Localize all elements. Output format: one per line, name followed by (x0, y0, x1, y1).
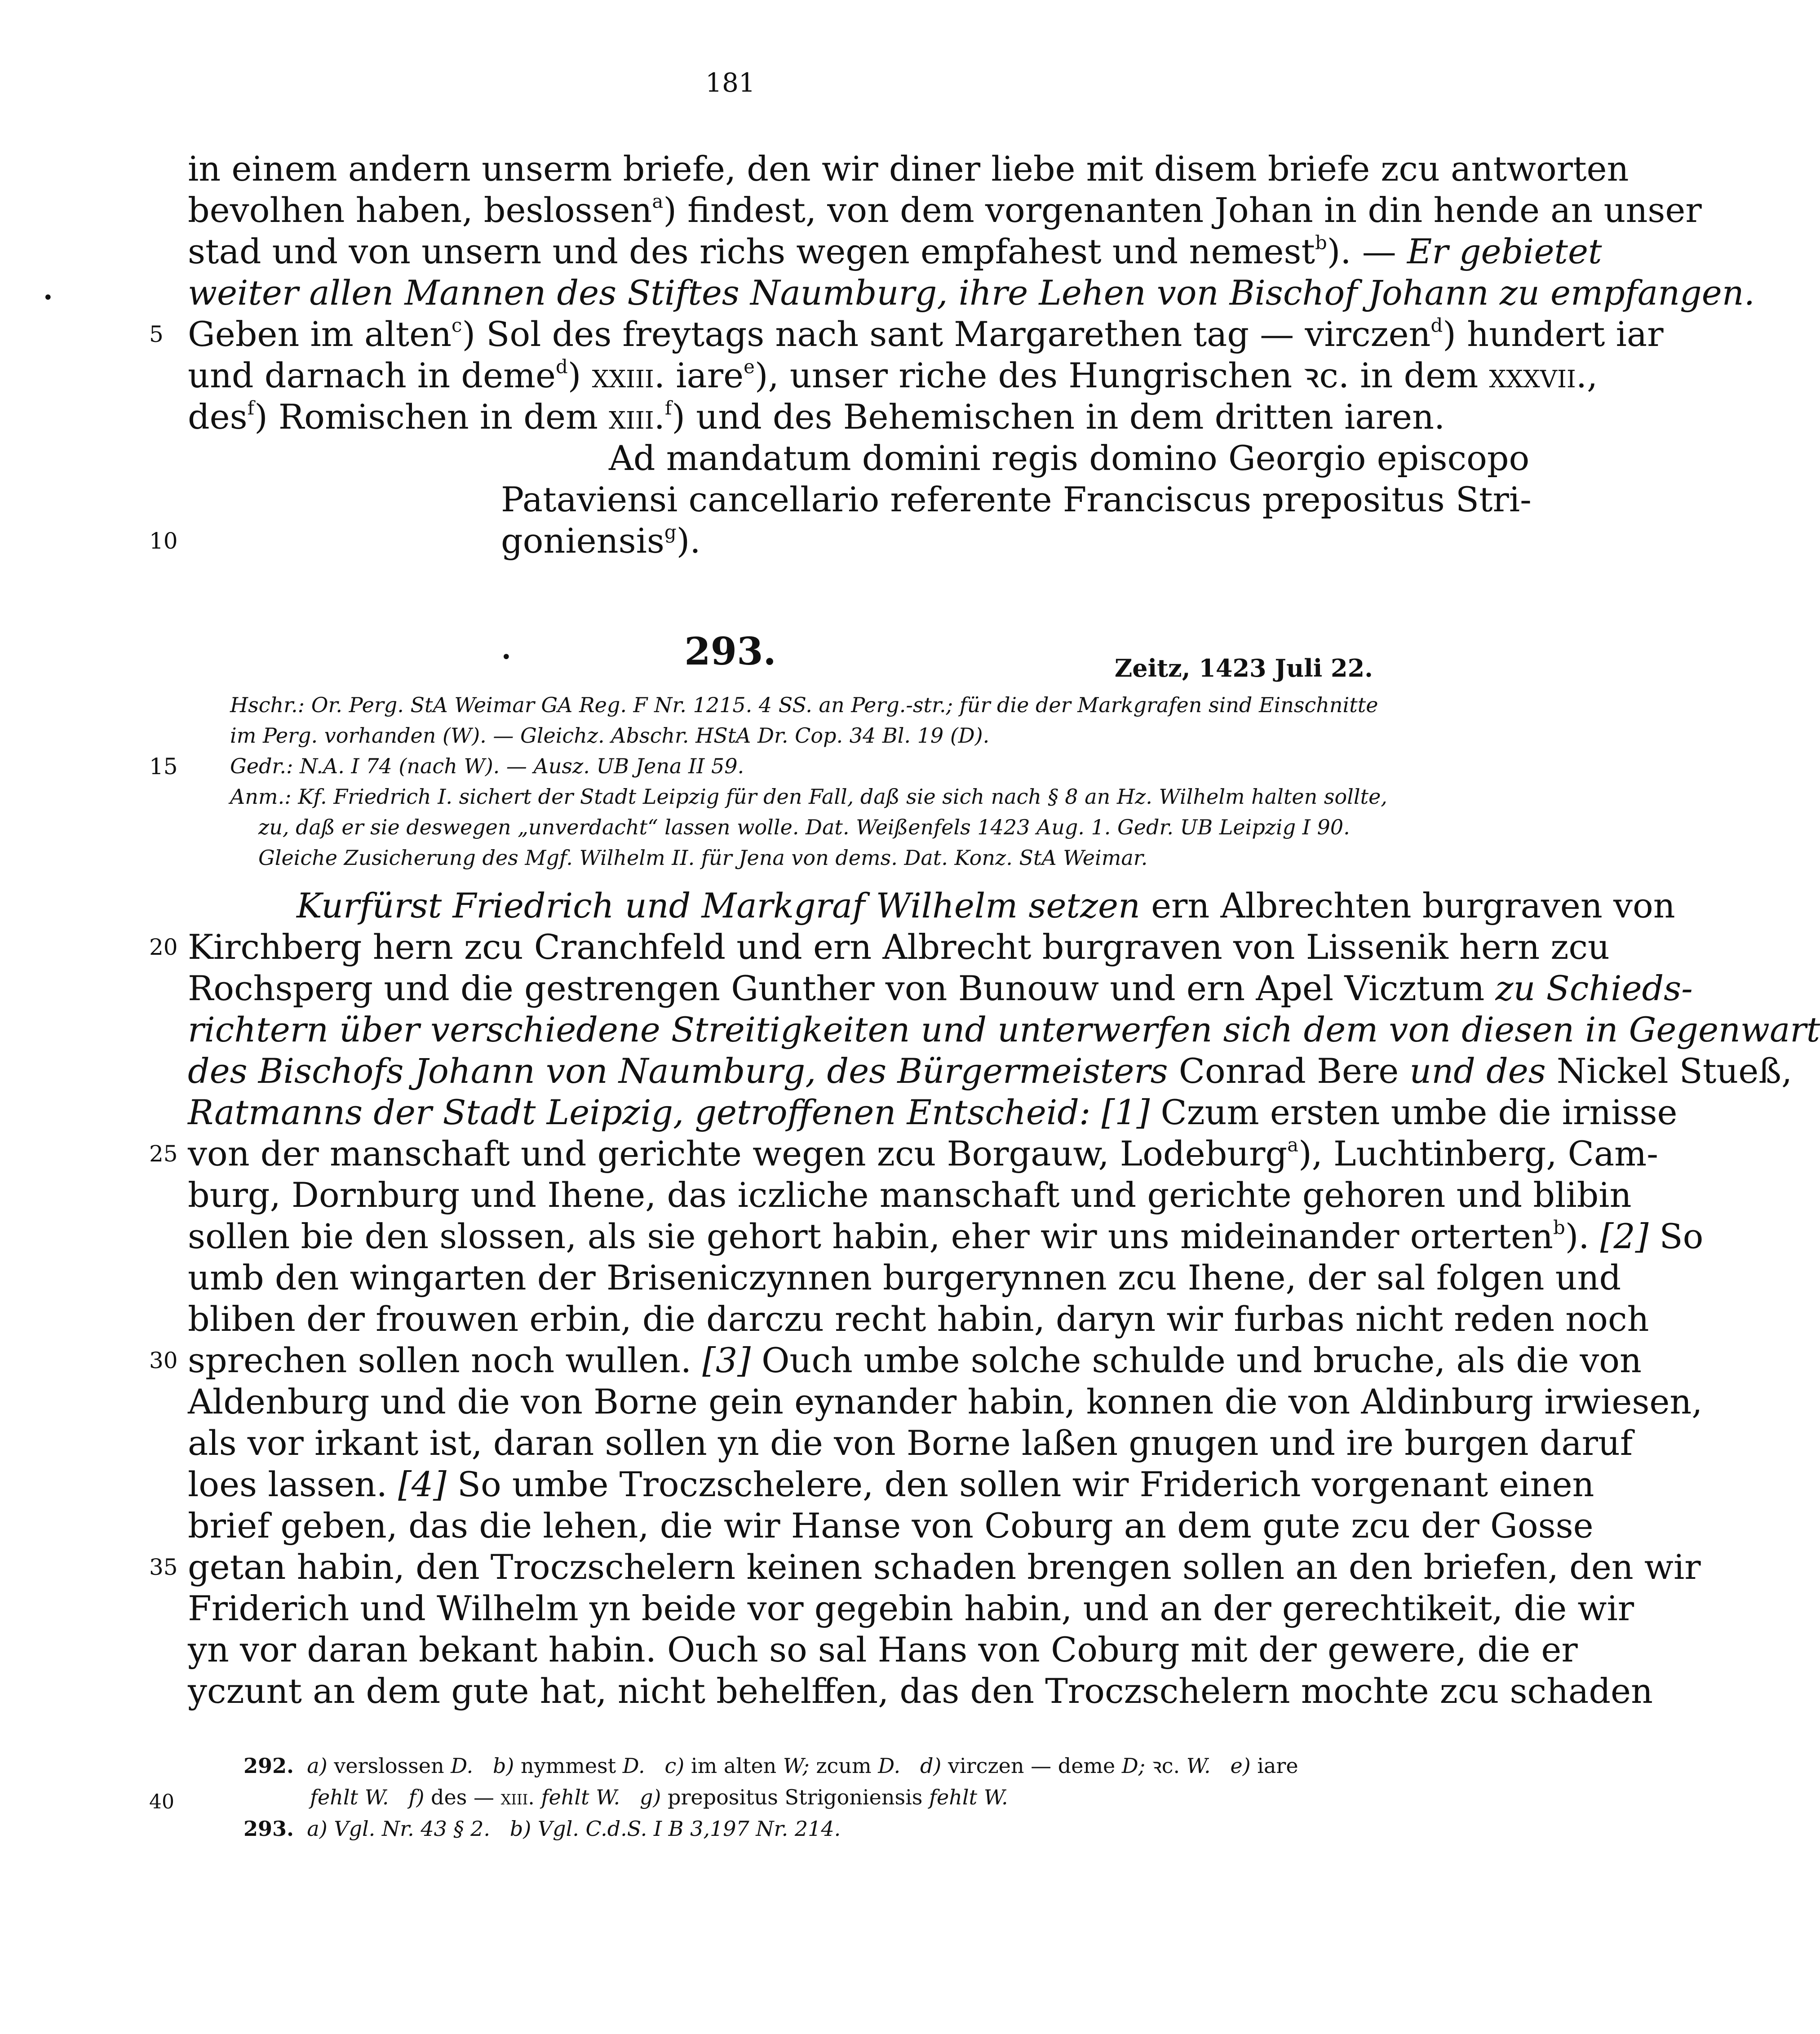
footnote-line: 293. a) Vgl. Nr. 43 § 2. b) Vgl. C.d.S. I B 3,197 Nr. 214. (244, 1817, 841, 1841)
text-line: des Bischofs Johann von Naumburg, des Bürgermeisters Conrad Bere und des Nickel Stueß, (188, 1051, 1793, 1091)
page-number: 181 (705, 67, 755, 98)
text-line: weiter allen Mannen des Stiftes Naumburg, ihre Lehen von Bischof Johann zu empfangen. (188, 273, 1755, 313)
line-number: 35 (149, 1554, 178, 1580)
text-span: und darnach in deme (188, 355, 556, 395)
footnote-number: 292. (244, 1754, 294, 1778)
footnote-ref: d (1430, 314, 1443, 337)
footnote-ref: f (664, 397, 672, 419)
footnote-line: 292. a) verslossen D. b) nymmest D. c) im alten W; zcum D. d) virczen — deme D; ꝛc. W. e) iare (244, 1754, 1298, 1778)
line-number: 30 (149, 1347, 178, 1374)
document-number: 293. (684, 629, 776, 674)
text-line: Friderich und Wilhelm yn beide vor gegebin habin, und an der gerechtikeit, die wir (188, 1588, 1634, 1628)
footnote-line: fehlt W. f) des — xiii. fehlt W. g) prepositus Strigoniensis fehlt W. (310, 1785, 1008, 1809)
footnote-ref: a (652, 190, 664, 213)
footnote-ref: f (247, 397, 255, 419)
text-line: loes lassen. [4] So umbe Troczschelere, den sollen wir Friderich vorgenant einen (188, 1464, 1594, 1504)
text-line: des$^f$) Romischen in dem xiii.$^f$) und des Behemischen in dem dritten iaren. (188, 397, 1445, 437)
apparatus-line: Gedr.: N.A. I 74 (nach W). — Ausz. UB Jena II 59. (230, 754, 744, 778)
text-line: von der manschaft und gerichte wegen zcu Borgauw, Lodeburg$^a$), Luchtinberg, Cam- (188, 1134, 1658, 1174)
footnote-ref: b (1315, 231, 1327, 254)
footnote-ref: d (556, 355, 568, 378)
text-span: des (188, 397, 248, 437)
text-span: goniensis (501, 521, 664, 561)
text-line: als vor irkant ist, daran sollen yn die von Borne laßen gnugen und ire burgen daruf (188, 1423, 1633, 1463)
footnote-ref: e (744, 355, 755, 378)
footnote-ref: b (1553, 1216, 1565, 1239)
apparatus-line: im Perg. vorhanden (W). — Gleichz. Abschr. HStA Dr. Cop. 34 Bl. 19 (D). (230, 723, 990, 748)
document-dateline: Zeitz, 1423 Juli 22. (1114, 654, 1373, 682)
text-line: sollen bie den slossen, als sie gehort habin, eher wir uns mideinander orterten$^b$). [2] So (188, 1216, 1704, 1256)
footnote-ref: c (452, 314, 462, 337)
margin-dot: • (43, 288, 53, 308)
line-number: 15 (149, 753, 178, 780)
text-line: sprechen sollen noch wullen. [3] Ouch umbe solche schulde und bruche, als die von (188, 1340, 1642, 1380)
text-span: sprechen sollen noch wullen. (188, 1340, 692, 1380)
text-line: Rochsperg und die gestrengen Gunther von Bunouw und ern Apel Vicztum zu Schieds- (188, 968, 1693, 1008)
text-line: Aldenburg und die von Borne gein eynander habin, konnen die von Aldinburg irwiesen, (188, 1382, 1703, 1422)
text-line: Geben im alten$^c$) Sol des freytags nach sant Margarethen tag — virczen$^d$) hundert iar (188, 314, 1664, 354)
text-line: richtern über verschiedene Streitigkeiten und unterwerfen sich dem von diesen in Gegenwart (188, 1010, 1820, 1050)
apparatus-line: Hschr.: Or. Perg. StA Weimar GA Reg. F Nr. 1215. 4 SS. an Perg.-str.; für die der Markgrafen sind Einschnitte (230, 693, 1378, 717)
line-number: 25 (149, 1141, 178, 1167)
text-span: loes lassen. (188, 1464, 387, 1504)
text-line: Kurfürst Friedrich und Markgraf Wilhelm setzen ern Albrechten burgraven von (297, 886, 1675, 926)
text-span: sollen bie den slossen, als sie gehort habin, eher wir uns mideinander orterten (188, 1216, 1553, 1256)
mandate-line: Pataviensi cancellario referente Franciscus prepositus Stri- (501, 479, 1532, 519)
text-span: des Bischofs Johann von Naumburg, des Bürgermeisters (188, 1051, 1168, 1091)
text-line: bliben der frouwen erbin, die darczu recht habin, daryn wir furbas nicht reden noch (188, 1299, 1649, 1339)
text-line: Ratmanns der Stadt Leipzig, getroffenen Entscheid: [1] Czum ersten umbe die irnisse (188, 1092, 1678, 1132)
text-line: brief geben, das die lehen, die wir Hanse von Coburg an dem gute zcu der Gosse (188, 1506, 1594, 1546)
text-line: bevolhen haben, beslossen$^a$) findest, von dem vorgenanten Johan in din hende an unser (188, 190, 1702, 230)
mandate-line: goniensis$^g$). (501, 521, 701, 561)
apparatus-line: zu, daß er sie deswegen „unverdacht“ lassen wolle. Dat. Weißenfels 1423 Aug. 1. Gedr. UB Leipzig I 90. (258, 815, 1350, 839)
line-number: 5 (149, 321, 164, 347)
line-number: 10 (149, 528, 178, 554)
mandate-line: Ad mandatum domini regis domino Georgio episcopo (609, 438, 1530, 478)
text-line: yn vor daran bekant habin. Ouch so sal Hans von Coburg mit der gewere, die er (188, 1630, 1578, 1670)
line-number: 20 (149, 934, 178, 960)
text-span: bevolhen haben, beslossen (188, 190, 652, 230)
apparatus-line: Anm.: Kf. Friedrich I. sichert der Stadt Leipzig für den Fall, daß sie sich nach § 8 an Hz. Wilhelm halten sollte, (230, 784, 1387, 809)
footnote-number: 293. (244, 1817, 294, 1841)
text-line: yczunt an dem gute hat, nicht behelffen, das den Troczschelern mochte zcu schaden (188, 1671, 1653, 1711)
text-span: Rochsperg und die gestrengen Gunther von Bunouw und ern Apel Vicztum (188, 968, 1485, 1008)
text-line: getan habin, den Troczschelern keinen schaden brengen sollen an den briefen, den wir (188, 1547, 1701, 1587)
text-line: stad und von unsern und des richs wegen empfahest und nemest$^b$). — Er gebietet (188, 231, 1602, 271)
footnote-ref: a (1287, 1134, 1299, 1156)
text-line: Kirchberg hern zcu Cranchfeld und ern Albrecht burgraven von Lissenik hern zcu (188, 927, 1610, 967)
text-line: burg, Dornburg und Ihene, das iczliche manschaft und gerichte gehoren und blibin (188, 1175, 1632, 1215)
text-span: stad und von unsern und des richs wegen empfahest und nemest (188, 231, 1315, 271)
margin-dot: • (501, 647, 512, 668)
line-number: 40 (149, 1790, 174, 1813)
text-span: Geben im alten (188, 314, 452, 354)
apparatus-line: Gleiche Zusicherung des Mgf. Wilhelm II. für Jena von dems. Dat. Konz. StA Weimar. (258, 846, 1148, 870)
footnote-ref: g (664, 521, 677, 543)
text-line: und darnach in deme$^d$) xxiii. iare$^e$), unser riche des Hungrischen ꝛc. in dem xxxvii., (188, 355, 1598, 395)
text-line: umb den wingarten der Briseniczynnen burgerynnen zcu Ihene, der sal folgen und (188, 1258, 1621, 1298)
text-span: und ern Albrecht burgraven von Lissenik hern zcu (736, 927, 1610, 967)
text-span: von der manschaft und gerichte wegen zcu Borgauw, Lodeburg (188, 1134, 1288, 1174)
text-line: in einem andern unserm briefe, den wir diner liebe mit disem briefe zcu antworten (188, 149, 1629, 189)
